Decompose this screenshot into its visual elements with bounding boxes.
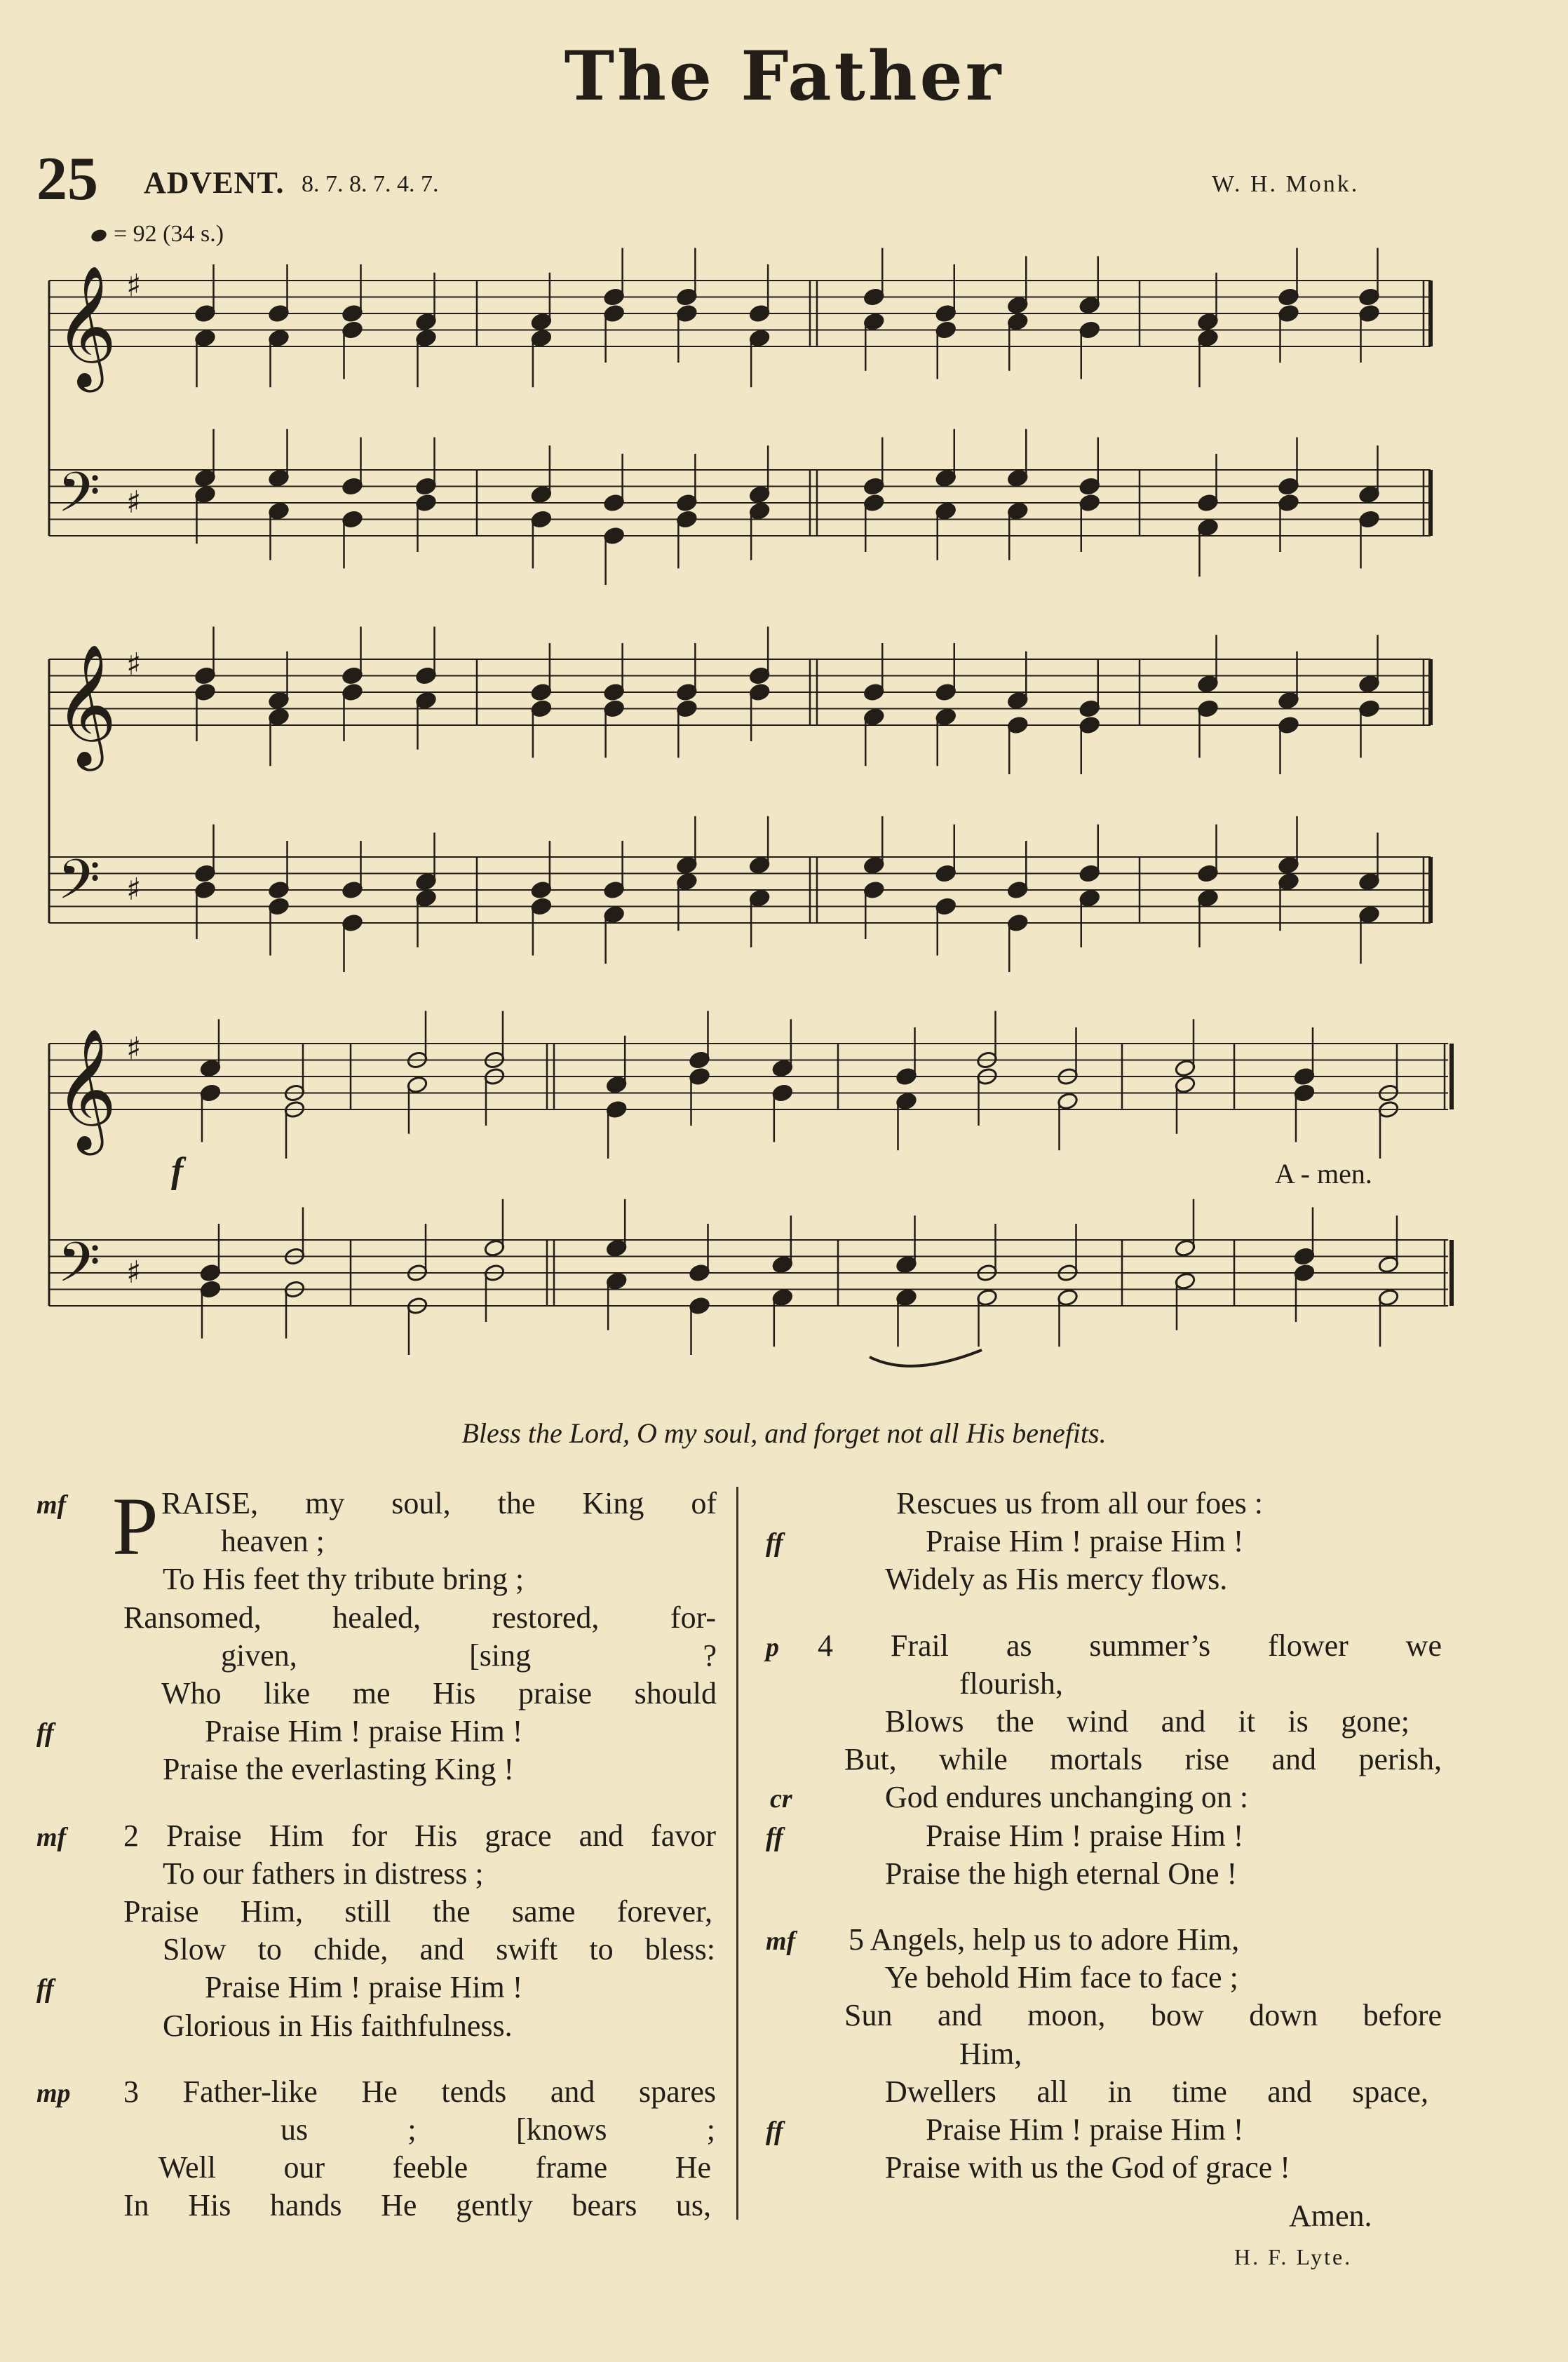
sharp-icon: ♯ xyxy=(126,1031,142,1067)
dynamic-mark: p xyxy=(766,1632,779,1662)
verse-line: Slow to chide, and swift to bless: xyxy=(163,1932,715,1967)
verse-line: Praise Him ! praise Him ! xyxy=(205,1714,523,1749)
verse-line: Who like me His praise should xyxy=(161,1676,717,1710)
treble-clef-icon: 𝄞 xyxy=(55,1028,117,1150)
verse-line: Praise the high eternal One ! xyxy=(885,1856,1238,1891)
dynamic-mark: mf xyxy=(36,1490,67,1520)
verse-line: To our fathers in distress ; xyxy=(163,1856,484,1891)
bass-clef-icon: 𝄢 xyxy=(58,1231,101,1309)
composer: W. H. Monk. xyxy=(1212,171,1360,197)
dynamic-mark: cr xyxy=(770,1784,792,1814)
author: H. F. Lyte. xyxy=(1234,2244,1353,2269)
dynamic-mark: mp xyxy=(36,2078,71,2108)
sharp-icon: ♯ xyxy=(126,268,142,304)
verse-line: God endures unchanging on : xyxy=(885,1780,1249,1815)
verse-line: Rescues us from all our foes : xyxy=(896,1486,1263,1520)
motto: Bless the Lord, O my soul, and forget not all His benefits. xyxy=(461,1417,1107,1449)
amen-label: A - men. xyxy=(1275,1158,1372,1189)
verse-line: us ; [knows ; xyxy=(281,2112,715,2147)
dynamic-mark: ff xyxy=(36,1974,54,2004)
score-dynamic-mark: f xyxy=(171,1151,184,1191)
drop-cap: P xyxy=(112,1480,158,1572)
tempo-text: = 92 (34 s.) xyxy=(114,221,224,247)
verse-line: Ransomed, healed, restored, for- xyxy=(123,1600,716,1635)
verse-line: But, while mortals rise and perish, xyxy=(844,1742,1442,1777)
dynamic-mark: mf xyxy=(36,1822,67,1852)
dynamic-mark: ff xyxy=(766,2117,783,2146)
verse-line: 4 Frail as summer’s flower we xyxy=(818,1628,1442,1663)
verse-line: Praise Him ! praise Him ! xyxy=(926,2112,1244,2147)
verse-line: given, [sing ? xyxy=(221,1638,717,1673)
verse-line: Sun and moon, bow down before xyxy=(844,1998,1442,2033)
sharp-icon: ♯ xyxy=(126,872,142,907)
verse-line: In His hands He gently bears us, xyxy=(123,2188,711,2223)
verse-line: Well our feeble frame He xyxy=(158,2150,711,2185)
sharp-icon: ♯ xyxy=(126,485,142,520)
verse-line: To His feet thy tribute bring ; xyxy=(163,1562,525,1597)
verse-line: Widely as His mercy flows. xyxy=(885,1562,1228,1597)
dynamic-mark: ff xyxy=(766,1822,783,1852)
column-divider xyxy=(736,1487,738,2220)
verse-line: Praise Him, still the same forever, xyxy=(123,1894,712,1929)
verse-line: Praise with us the God of grace ! xyxy=(885,2150,1290,2185)
verse-line: 2 Praise Him for His grace and favor xyxy=(123,1818,716,1853)
verse-line: RAISE, my soul, the King of xyxy=(161,1486,717,1520)
verse-line: Praise the everlasting King ! xyxy=(163,1752,514,1787)
tune-name: ADVENT. xyxy=(144,166,285,200)
treble-clef-icon: 𝄞 xyxy=(55,265,117,387)
dynamic-mark: ff xyxy=(766,1528,783,1558)
verse-line: Blows the wind and it is gone; xyxy=(885,1704,1410,1739)
treble-clef-icon: 𝄞 xyxy=(55,644,117,766)
dynamic-mark: ff xyxy=(36,1718,54,1748)
verse-line: Praise Him ! praise Him ! xyxy=(926,1524,1244,1559)
verse-line: 5 Angels, help us to adore Him, xyxy=(849,1922,1240,1957)
amen-text: Amen. xyxy=(1289,2199,1372,2233)
verse-line: flourish, xyxy=(959,1666,1063,1701)
slur xyxy=(870,1350,982,1366)
verse-line: Praise Him ! praise Him ! xyxy=(926,1818,1244,1853)
dynamic-mark: mf xyxy=(766,1926,796,1956)
verse-line: Dwellers all in time and space, xyxy=(885,2074,1428,2109)
verse-line: Praise Him ! praise Him ! xyxy=(205,1970,523,2005)
sharp-icon: ♯ xyxy=(126,647,142,682)
verse-line: Ye behold Him face to face ; xyxy=(885,1960,1238,1995)
verse-line: Him, xyxy=(959,2036,1022,2071)
hymn-number: 25 xyxy=(36,145,98,213)
verse-line: Glorious in His faithfulness. xyxy=(163,2008,513,2043)
verse-line: heaven ; xyxy=(221,1524,325,1559)
bass-clef-icon: 𝄢 xyxy=(58,461,101,539)
page-title: The Father xyxy=(564,36,1004,116)
sharp-icon: ♯ xyxy=(126,1255,142,1290)
bass-clef-icon: 𝄢 xyxy=(58,848,101,926)
verse-line: 3 Father-like He tends and spares xyxy=(123,2074,716,2109)
meter: 8. 7. 8. 7. 4. 7. xyxy=(302,171,439,197)
